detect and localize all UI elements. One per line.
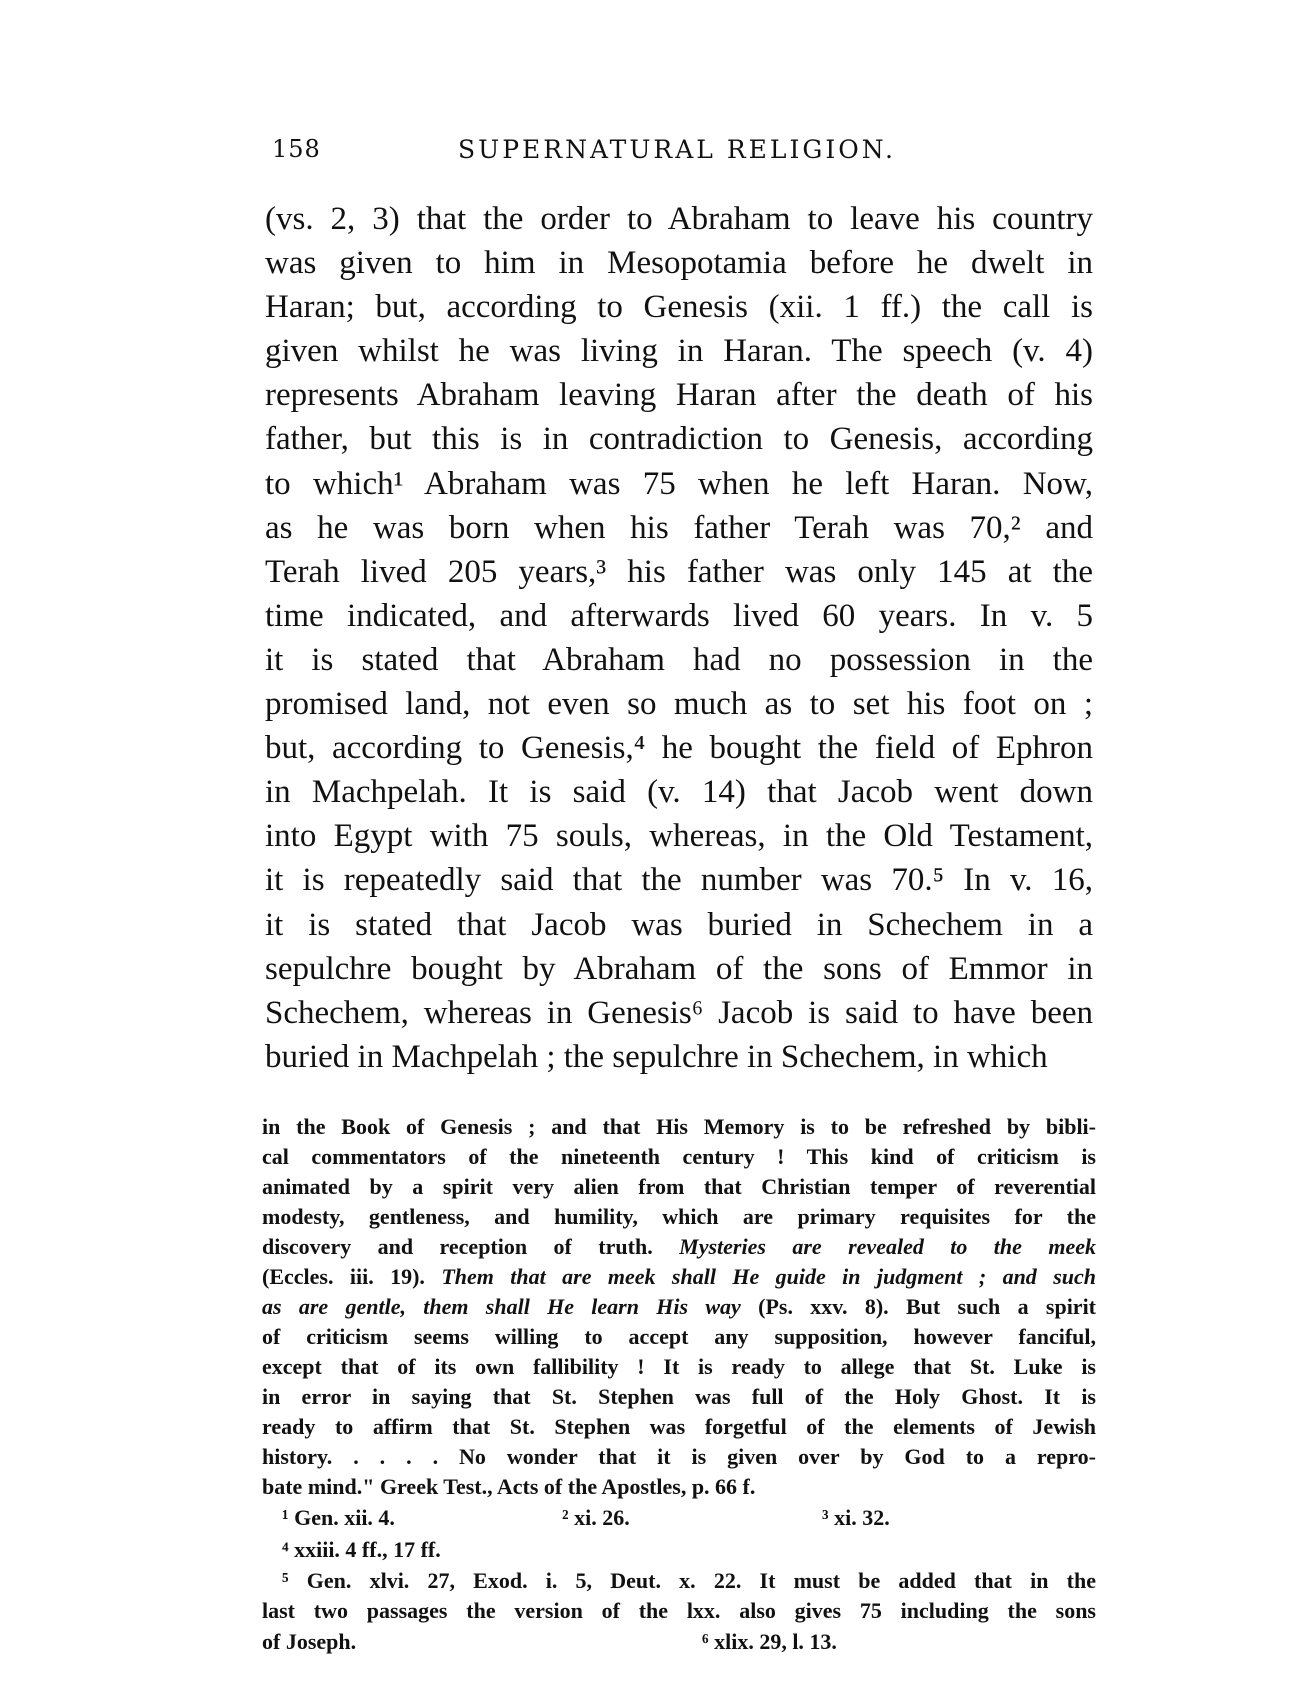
body-line: as he was born when his father Terah was 70,² and — [265, 509, 1093, 546]
footnote-5-line: ⁵ Gen. xlvi. 27, Exod. i. 5, Deut. x. 22. It must be added that in the — [282, 1568, 1096, 1593]
footnote-4: ⁴ xxiii. 4 ff., 17 ff. — [282, 1537, 441, 1562]
footnote-6: ⁶ xlix. 29, l. 13. — [702, 1629, 837, 1654]
running-header — [272, 135, 1082, 169]
body-line: time indicated, and afterwards lived 60 years. In v. 5 — [265, 597, 1093, 634]
footnote-quote: Them that are meek shall He guide in judgment ; and such — [441, 1264, 1096, 1289]
running-title: SUPERNATURAL RELIGION. — [458, 135, 896, 164]
footnote-5-line: of Joseph. — [262, 1629, 357, 1654]
footnote-row — [262, 1534, 1096, 1566]
footnotes-area — [262, 1112, 1096, 1658]
body-line: in Machpelah. It is said (v. 14) that Jacob went down — [265, 774, 1093, 811]
body-line: given whilst he was living in Haran. The speech (v. 4) — [265, 333, 1093, 370]
footnote-continuation-line: of criticism seems willing to accept any supposition, however fanciful, — [262, 1324, 1096, 1349]
body-line: it is repeatedly said that the number was 70.⁵ In v. 16, — [265, 862, 1093, 899]
footnote-continuation-line: animated by a spirit very alien from that Christian temper of reverential — [262, 1174, 1096, 1199]
body-line: but, according to Genesis,⁴ he bought the field of Ephron — [265, 730, 1093, 767]
footnote-continuation-line — [262, 1232, 1096, 1262]
footnote-continuation-line: cal commentators of the nineteenth century ! This kind of criticism is — [262, 1144, 1096, 1169]
footnote-2: ² xi. 26. — [562, 1505, 630, 1530]
footnote-continuation-line: ready to affirm that St. Stephen was forgetful of the elements of Jewish — [262, 1414, 1096, 1439]
footnote-text: (Eccles. iii. 19). — [262, 1264, 425, 1289]
body-line: sepulchre bought by Abraham of the sons of Emmor in — [265, 950, 1093, 987]
page-number: 158 — [272, 135, 321, 163]
footnote-row — [262, 1502, 1096, 1534]
body-text — [265, 197, 1093, 1079]
footnote-continuation-line: history. . . . . No wonder that it is given over by God to a repro- — [262, 1444, 1096, 1469]
footnote-quote: as are gentle, them shall He learn His way — [262, 1294, 741, 1319]
body-line: it is stated that Abraham had no possession in the — [265, 641, 1093, 678]
body-line: was given to him in Mesopotamia before he dwelt in — [265, 245, 1093, 282]
body-line: to which¹ Abraham was 75 when he left Haran. Now, — [265, 465, 1093, 502]
footnote-1: ¹ Gen. xii. 4. — [282, 1505, 395, 1530]
footnote-5-line: last two passages the version of the lxx. also gives 75 including the sons — [262, 1598, 1096, 1623]
footnote-text: (Ps. xxv. 8). But such a spirit — [758, 1294, 1097, 1319]
body-line: Haran; but, according to Genesis (xii. 1 ff.) the call is — [265, 289, 1093, 326]
footnote-text: discovery and reception of truth. — [262, 1234, 653, 1259]
footnote-continuation-line — [262, 1262, 1096, 1292]
footnote-quote: Mysteries are revealed to the meek — [679, 1234, 1096, 1259]
body-line: into Egypt with 75 souls, whereas, in the Old Testament, — [265, 818, 1093, 855]
body-line: promised land, not even so much as to set his foot on ; — [265, 686, 1093, 723]
footnote-continuation-line: modesty, gentleness, and humility, which are primary requisites for the — [262, 1204, 1096, 1229]
footnote-continuation-line: in error in saying that St. Stephen was full of the Holy Ghost. It is — [262, 1384, 1096, 1409]
footnote-continuation-line: bate mind." Greek Test., Acts of the Apostles, p. 66 f. — [262, 1474, 756, 1499]
footnote-continuation-line — [262, 1292, 1096, 1322]
footnote-3: ³ xi. 32. — [822, 1505, 890, 1530]
body-line: Schechem, whereas in Genesis⁶ Jacob is said to have been — [265, 994, 1093, 1031]
body-line: Terah lived 205 years,³ his father was only 145 at the — [265, 553, 1093, 590]
footnote-row — [262, 1626, 1096, 1658]
body-line: represents Abraham leaving Haran after the death of his — [265, 377, 1093, 414]
body-line: it is stated that Jacob was buried in Schechem in a — [265, 906, 1093, 943]
footnote-continuation-line: in the Book of Genesis ; and that His Memory is to be refreshed by bibli- — [262, 1114, 1096, 1139]
footnote-continuation-line: except that of its own fallibility ! It is ready to allege that St. Luke is — [262, 1354, 1096, 1379]
body-line: (vs. 2, 3) that the order to Abraham to leave his country — [265, 201, 1093, 237]
body-line: buried in Machpelah ; the sepulchre in Schechem, in which — [265, 1038, 1048, 1075]
body-line: father, but this is in contradiction to Genesis, according — [265, 421, 1093, 458]
